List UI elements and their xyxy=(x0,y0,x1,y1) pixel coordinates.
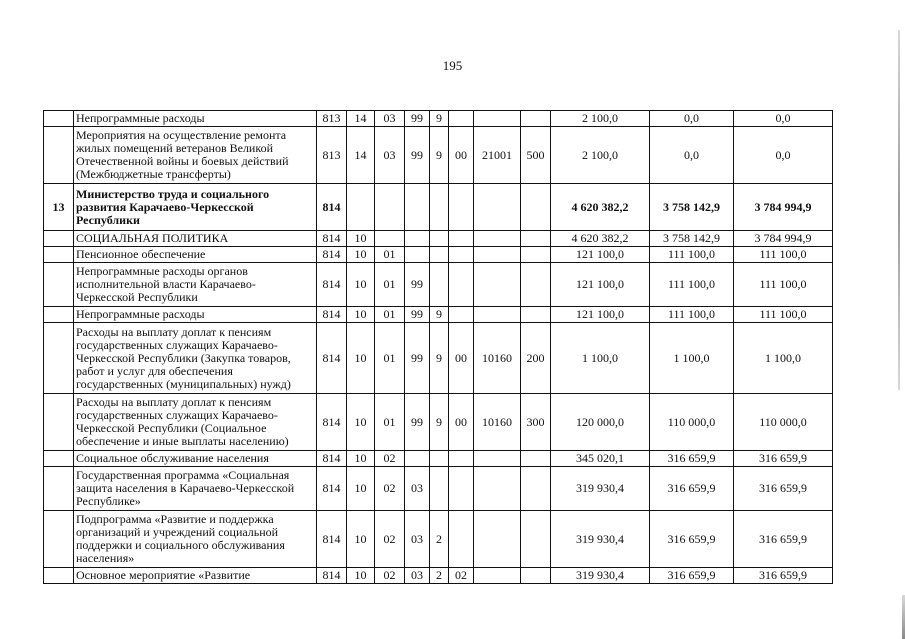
amount-col-1: 121 100,0 xyxy=(551,247,650,263)
amount-col-3: 316 659,9 xyxy=(734,451,833,467)
table-row xyxy=(44,568,833,584)
row-number xyxy=(44,451,74,467)
amount-col-3: 316 659,9 xyxy=(734,467,833,511)
table-row xyxy=(44,451,833,467)
amount-col-1: 319 930,4 xyxy=(551,511,650,568)
row-number xyxy=(44,263,74,307)
row-number xyxy=(44,247,74,263)
section-code: 10 xyxy=(347,231,375,247)
direction-code: 00 xyxy=(449,127,474,184)
section-code: 10 xyxy=(347,307,375,323)
item-name: Расходы на выплату доплат к пенсиям государственных служащих Карачаево-Черкесской Республики (Закупка товаров, работ и услуг для обеспечения государственных (муниципальных) нужд) xyxy=(74,323,317,394)
amount-col-3: 0,0 xyxy=(734,111,833,127)
amount-col-2: 316 659,9 xyxy=(650,511,734,568)
table-row xyxy=(44,127,833,184)
row-number xyxy=(44,394,74,451)
program-code xyxy=(405,247,430,263)
subprogram-code xyxy=(430,263,449,307)
amount-col-2: 111 100,0 xyxy=(650,307,734,323)
ministry-code: 814 xyxy=(317,307,347,323)
subsection-code: 02 xyxy=(375,451,405,467)
subprogram-code xyxy=(430,451,449,467)
row-number xyxy=(44,111,74,127)
direction-code xyxy=(449,247,474,263)
amount-col-2: 316 659,9 xyxy=(650,467,734,511)
program-code xyxy=(405,451,430,467)
amount-col-2: 111 100,0 xyxy=(650,247,734,263)
budget-table xyxy=(43,110,833,584)
amount-col-2: 0,0 xyxy=(650,111,734,127)
subprogram-code xyxy=(430,184,449,231)
direction-code: 00 xyxy=(449,394,474,451)
target-article xyxy=(474,307,521,323)
ministry-code: 814 xyxy=(317,511,347,568)
subsection-code: 02 xyxy=(375,467,405,511)
target-article: 10160 xyxy=(474,323,521,394)
ministry-code: 814 xyxy=(317,184,347,231)
subprogram-code: 9 xyxy=(430,111,449,127)
expense-type xyxy=(521,451,551,467)
expense-type xyxy=(521,111,551,127)
direction-code xyxy=(449,451,474,467)
subsection-code xyxy=(375,231,405,247)
expense-type: 300 xyxy=(521,394,551,451)
subprogram-code: 9 xyxy=(430,127,449,184)
program-code: 99 xyxy=(405,127,430,184)
table-row xyxy=(44,111,833,127)
amount-col-2: 111 100,0 xyxy=(650,263,734,307)
program-code: 03 xyxy=(405,511,430,568)
table-row xyxy=(44,323,833,394)
expense-type xyxy=(521,568,551,584)
subsection-code: 03 xyxy=(375,111,405,127)
program-code: 99 xyxy=(405,394,430,451)
target-article: 10160 xyxy=(474,394,521,451)
amount-col-3: 110 000,0 xyxy=(734,394,833,451)
amount-col-3: 111 100,0 xyxy=(734,247,833,263)
amount-col-1: 319 930,4 xyxy=(551,467,650,511)
target-article xyxy=(474,467,521,511)
subprogram-code xyxy=(430,231,449,247)
program-code: 99 xyxy=(405,323,430,394)
direction-code xyxy=(449,511,474,568)
table-row xyxy=(44,263,833,307)
direction-code xyxy=(449,231,474,247)
amount-col-2: 3 758 142,9 xyxy=(650,231,734,247)
program-code: 03 xyxy=(405,467,430,511)
item-name: Мероприятия на осуществление ремонта жилых помещений ветеранов Великой Отечественной войны и боевых действий (Межбюджетные трансферты) xyxy=(74,127,317,184)
subsection-code: 02 xyxy=(375,568,405,584)
subprogram-code xyxy=(430,467,449,511)
row-number xyxy=(44,467,74,511)
program-code: 99 xyxy=(405,263,430,307)
row-number xyxy=(44,511,74,568)
program-code xyxy=(405,184,430,231)
amount-col-3: 316 659,9 xyxy=(734,568,833,584)
table-row xyxy=(44,231,833,247)
amount-col-1: 4 620 382,2 xyxy=(551,184,650,231)
amount-col-2: 0,0 xyxy=(650,127,734,184)
section-code xyxy=(347,184,375,231)
table-row xyxy=(44,394,833,451)
ministry-code: 814 xyxy=(317,451,347,467)
table-row xyxy=(44,511,833,568)
section-code: 10 xyxy=(347,568,375,584)
direction-code: 02 xyxy=(449,568,474,584)
item-name: Государственная программа «Социальная защита населения в Карачаево-Черкесской Республике» xyxy=(74,467,317,511)
subprogram-code: 2 xyxy=(430,511,449,568)
item-name: Непрограммные расходы xyxy=(74,307,317,323)
amount-col-2: 110 000,0 xyxy=(650,394,734,451)
amount-col-3: 0,0 xyxy=(734,127,833,184)
amount-col-2: 316 659,9 xyxy=(650,451,734,467)
section-code: 10 xyxy=(347,511,375,568)
item-name: Расходы на выплату доплат к пенсиям государственных служащих Карачаево-Черкесской Республики (Социальное обеспечение и иные выплаты населению) xyxy=(74,394,317,451)
ministry-code: 813 xyxy=(317,127,347,184)
amount-col-3: 111 100,0 xyxy=(734,307,833,323)
subprogram-code: 2 xyxy=(430,568,449,584)
target-article xyxy=(474,568,521,584)
amount-col-1: 121 100,0 xyxy=(551,263,650,307)
subsection-code: 03 xyxy=(375,127,405,184)
scan-edge-shadow xyxy=(898,30,900,390)
target-article xyxy=(474,511,521,568)
direction-code: 00 xyxy=(449,323,474,394)
target-article: 21001 xyxy=(474,127,521,184)
table-row xyxy=(44,307,833,323)
section-code: 14 xyxy=(347,127,375,184)
expense-type xyxy=(521,247,551,263)
amount-col-3: 3 784 994,9 xyxy=(734,231,833,247)
amount-col-3: 1 100,0 xyxy=(734,323,833,394)
amount-col-1: 120 000,0 xyxy=(551,394,650,451)
expense-type xyxy=(521,467,551,511)
amount-col-3: 111 100,0 xyxy=(734,263,833,307)
amount-col-1: 319 930,4 xyxy=(551,568,650,584)
program-code: 99 xyxy=(405,111,430,127)
row-number xyxy=(44,323,74,394)
expense-type: 500 xyxy=(521,127,551,184)
subsection-code: 01 xyxy=(375,247,405,263)
subsection-code: 01 xyxy=(375,307,405,323)
subprogram-code: 9 xyxy=(430,323,449,394)
table-row xyxy=(44,247,833,263)
item-name: Подпрограмма «Развитие и поддержка организаций и учреждений социальной поддержки и социального обслуживания населения» xyxy=(74,511,317,568)
expense-type xyxy=(521,231,551,247)
program-code: 03 xyxy=(405,568,430,584)
amount-col-3: 3 784 994,9 xyxy=(734,184,833,231)
section-code: 10 xyxy=(347,451,375,467)
amount-col-3: 316 659,9 xyxy=(734,511,833,568)
expense-type: 200 xyxy=(521,323,551,394)
amount-col-1: 1 100,0 xyxy=(551,323,650,394)
section-code: 10 xyxy=(347,263,375,307)
target-article xyxy=(474,451,521,467)
subsection-code: 02 xyxy=(375,511,405,568)
amount-col-1: 4 620 382,2 xyxy=(551,231,650,247)
section-code: 10 xyxy=(347,323,375,394)
amount-col-1: 2 100,0 xyxy=(551,111,650,127)
row-number xyxy=(44,231,74,247)
direction-code xyxy=(449,263,474,307)
amount-col-2: 316 659,9 xyxy=(650,568,734,584)
ministry-code: 814 xyxy=(317,247,347,263)
target-article xyxy=(474,247,521,263)
amount-col-1: 2 100,0 xyxy=(551,127,650,184)
expense-type xyxy=(521,263,551,307)
target-article xyxy=(474,184,521,231)
row-number xyxy=(44,127,74,184)
target-article xyxy=(474,231,521,247)
expense-type xyxy=(521,184,551,231)
direction-code xyxy=(449,307,474,323)
ministry-code: 814 xyxy=(317,568,347,584)
program-code xyxy=(405,231,430,247)
section-code: 10 xyxy=(347,394,375,451)
subsection-code: 01 xyxy=(375,323,405,394)
program-code: 99 xyxy=(405,307,430,323)
ministry-code: 814 xyxy=(317,394,347,451)
section-code: 14 xyxy=(347,111,375,127)
amount-col-2: 1 100,0 xyxy=(650,323,734,394)
direction-code xyxy=(449,111,474,127)
ministry-code: 814 xyxy=(317,263,347,307)
target-article xyxy=(474,263,521,307)
expense-type xyxy=(521,307,551,323)
ministry-code: 814 xyxy=(317,467,347,511)
subprogram-code xyxy=(430,247,449,263)
item-name: Непрограммные расходы xyxy=(74,111,317,127)
ministry-code: 813 xyxy=(317,111,347,127)
table-row xyxy=(44,467,833,511)
ministry-code: 814 xyxy=(317,323,347,394)
item-name: Министерство труда и социального развития Карачаево-Черкесской Республики xyxy=(74,184,317,231)
amount-col-2: 3 758 142,9 xyxy=(650,184,734,231)
subsection-code: 01 xyxy=(375,394,405,451)
section-code: 10 xyxy=(347,247,375,263)
row-number xyxy=(44,568,74,584)
item-name: Социальное обслуживание населения xyxy=(74,451,317,467)
item-name: Основное мероприятие «Развитие xyxy=(74,568,317,584)
item-name: Непрограммные расходы органов исполнительной власти Карачаево-Черкесской Республики xyxy=(74,263,317,307)
direction-code xyxy=(449,184,474,231)
ministry-code: 814 xyxy=(317,231,347,247)
budget-table-body xyxy=(44,111,833,584)
amount-col-1: 345 020,1 xyxy=(551,451,650,467)
subsection-code: 01 xyxy=(375,263,405,307)
direction-code xyxy=(449,467,474,511)
table-row xyxy=(44,184,833,231)
item-name: СОЦИАЛЬНАЯ ПОЛИТИКА xyxy=(74,231,317,247)
page-number: 195 xyxy=(442,58,463,73)
row-number: 13 xyxy=(44,184,74,231)
row-number xyxy=(44,307,74,323)
item-name: Пенсионное обеспечение xyxy=(74,247,317,263)
subsection-code xyxy=(375,184,405,231)
amount-col-1: 121 100,0 xyxy=(551,307,650,323)
subprogram-code: 9 xyxy=(430,307,449,323)
expense-type xyxy=(521,511,551,568)
subprogram-code: 9 xyxy=(430,394,449,451)
section-code: 10 xyxy=(347,467,375,511)
target-article xyxy=(474,111,521,127)
